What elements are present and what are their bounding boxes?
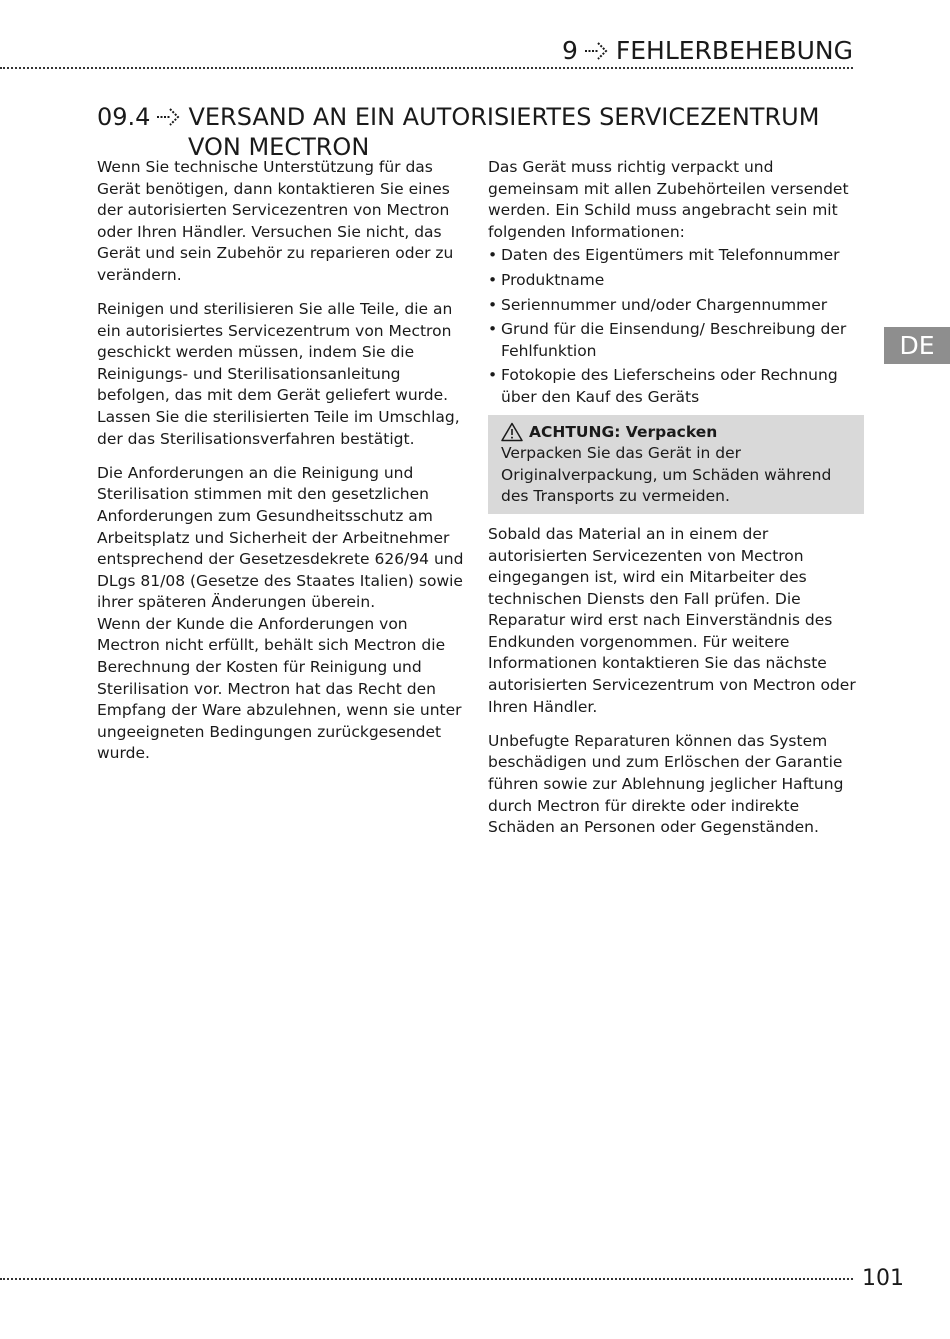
warning-triangle-icon xyxy=(501,422,523,442)
paragraph: Wenn der Kunde die Anforderungen von Mectron nicht erfüllt, behält sich Mectron die Berechnung der Kosten für Reinigung und Sterilisation vor. Mectron hat das Recht den Empfang der Ware abzulehnen, wenn sie unter ungeeigneten Bedingungen zurückgesendet wurde. xyxy=(97,614,462,763)
warning-text: Verpacken Sie das Gerät in der Originalverpackung, um Schäden während des Transports zu vermeiden. xyxy=(501,444,832,506)
info-list xyxy=(488,245,858,408)
list-item-text: Seriennummer und/oder Chargennummer xyxy=(501,295,828,314)
list-item xyxy=(488,245,858,267)
chapter-title: FEHLERBEHEBUNG xyxy=(615,36,853,65)
bullet-symbol: • xyxy=(488,320,498,339)
footer-divider xyxy=(0,1278,853,1280)
section-title-line1: VERSAND AN EIN AUTORISIERTES SERVICEZENTRUM xyxy=(188,103,820,132)
paragraph: Reinigen und sterilisieren Sie alle Teile, die an ein autorisiertes Servicezentrum von Mectron geschickt werden müssen, indem Sie die Reinigungs- und Sterilisationsanleitung befolgen, das mit dem Gerät geliefert wurde. Lassen Sie die sterilisierten Teile im Umschlag, der das Sterilisationsverfahren bestätigt. xyxy=(97,300,460,448)
warning-title: ACHTUNG: Verpacken xyxy=(529,422,718,441)
right-column xyxy=(488,157,858,851)
list-item-text: Grund für die Einsendung/ Beschreibung der Fehlfunktion xyxy=(501,320,847,360)
page-number: 101 xyxy=(862,1266,904,1291)
list-item xyxy=(488,270,858,292)
list-item-text: Daten des Eigentümers mit Telefonnummer xyxy=(501,246,840,265)
dotted-arrow-icon xyxy=(156,106,182,128)
section-number: 09.4 xyxy=(97,103,151,132)
section-title xyxy=(97,102,857,162)
bullet-symbol: • xyxy=(488,295,498,314)
bullet-symbol: • xyxy=(488,246,498,265)
list-item-text: Fotokopie des Lieferscheins oder Rechnung über den Kauf des Geräts xyxy=(501,366,838,406)
paragraph: Unbefugte Reparaturen können das System beschädigen und zum Erlöschen der Garantie führen sowie zur Ablehnung jeglicher Haftung durch Mectron für direkte oder indirekte Schäden an Personen oder Gegenständen. xyxy=(488,731,844,837)
list-item-text: Produktname xyxy=(501,270,605,289)
list-item xyxy=(488,295,858,317)
bullet-symbol: • xyxy=(488,366,498,385)
chapter-number: 9 xyxy=(561,36,578,65)
chapter-header xyxy=(562,36,853,66)
paragraph: Die Anforderungen an die Reinigung und Sterilisation stimmen mit den gesetzlichen Anforderungen zum Gesundheitsschutz am Arbeitsplatz und Sicherheit der Arbeitnehmer entsprechend der Gesetzesdekrete 626/94 und DLgs 81/08 (Gesetze des Staates Italien) sowie ihrer späteren Änderungen überein. xyxy=(97,463,464,612)
left-column xyxy=(97,157,469,778)
bullet-symbol: • xyxy=(488,270,498,289)
paragraph: Sobald das Material an in einem der autorisierten Servicezenten von Mectron eingegangen ist, wird ein Mitarbeiter des technischen Diensts den Fall prüfen. Die Reparatur wird erst nach Einverständnis des Endkunden vorgenommen. Für weitere Informationen kontaktieren Sie das nächste autorisierten Servicezentrum von Mectron oder Ihren Händler. xyxy=(488,524,856,716)
header-divider xyxy=(0,67,853,69)
paragraph: Wenn Sie technische Unterstützung für das Gerät benötigen, dann kontaktieren Sie eines der autorisierten Servicezentren von Mectron oder Ihren Händler. Versuchen Sie nicht, das Gerät und sein Zubehör zu reparieren oder zu verändern. xyxy=(97,158,454,284)
warning-box xyxy=(488,415,864,514)
section-title-line2: VON MECTRON xyxy=(188,133,370,162)
dotted-arrow-icon xyxy=(584,40,610,62)
list-item xyxy=(488,319,858,362)
language-tab: DE xyxy=(884,327,950,364)
paragraph: Das Gerät muss richtig verpackt und gemeinsam mit allen Zubehörteilen versendet werden. Ein Schild muss angebracht sein mit folgenden Informationen: xyxy=(488,158,849,241)
list-item xyxy=(488,365,858,408)
